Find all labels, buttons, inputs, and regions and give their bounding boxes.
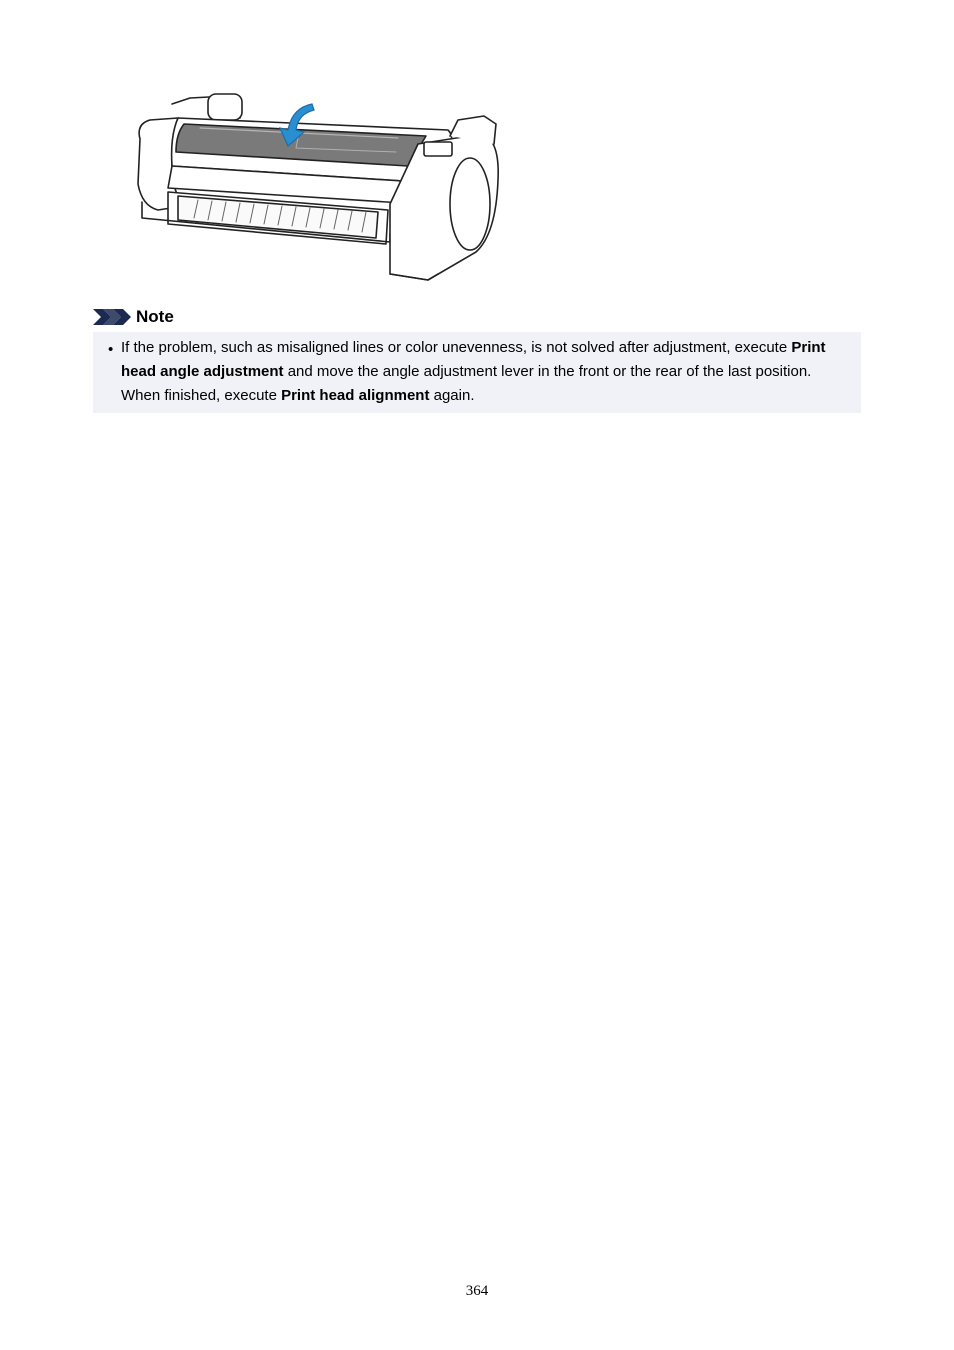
note-chevrons-icon [93, 309, 131, 325]
note-text-part-2: and move the angle adjustment lever in the front or the rear of the last position. When finished, execute [121, 363, 812, 404]
print-head-alignment-label: Print head alignment [281, 387, 430, 404]
note-bullet: • [108, 341, 114, 358]
note-box [93, 332, 861, 413]
note-title: Note [136, 307, 174, 326]
print-head-angle-adjustment-label: Print head angle adjustment [121, 339, 826, 380]
note-text-part-3: again. [429, 387, 475, 404]
printer-illustration [128, 84, 508, 290]
note-text-part-1: If the problem, such as misaligned lines or color unevenness, is not solved after adjustment, execute [121, 339, 792, 356]
note-heading [93, 305, 174, 329]
note-text [121, 336, 846, 408]
page-number: 364 [465, 1283, 489, 1299]
